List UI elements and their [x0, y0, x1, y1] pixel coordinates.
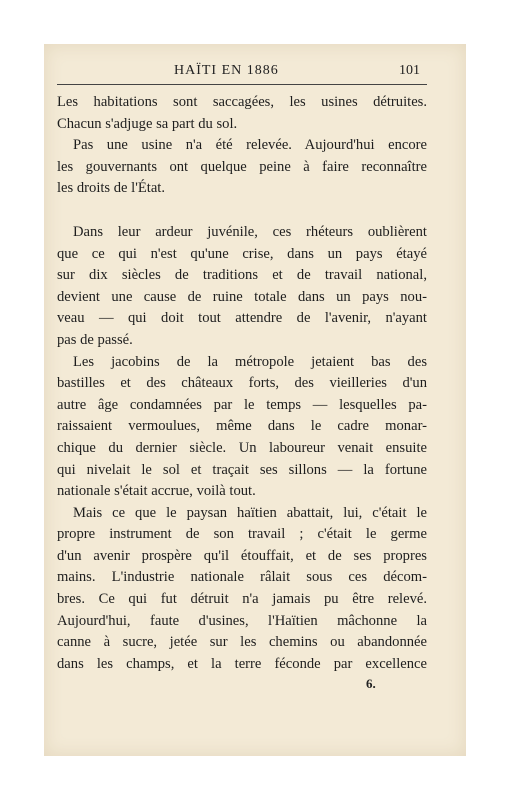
text-line: veau — qui doit tout attendre de l'avenir, n'ayant	[57, 310, 427, 327]
text-line: Aujourd'hui, faute d'usines, l'Haïtien mâchonne la	[57, 612, 427, 629]
body-text	[57, 92, 427, 675]
book-page	[44, 44, 466, 756]
paragraph	[57, 352, 427, 503]
paragraph	[57, 92, 427, 135]
text-line: bastilles et des châteaux forts, des vieilleries d'un	[57, 375, 427, 392]
text-line: les droits de l'État.	[57, 180, 166, 197]
text-line: Dans leur ardeur juvénile, ces rhéteurs oublièrent	[73, 223, 427, 240]
text-line: nationale s'était accrue, voilà tout.	[57, 483, 256, 500]
text-line: sur dix siècles de traditions et de travail national,	[57, 267, 427, 284]
text-line: Chacun s'adjuge sa part du sol.	[57, 115, 238, 132]
text-line: pas de passé.	[57, 331, 133, 348]
page-number: 101	[399, 63, 420, 78]
text-line: Les jacobins de la métropole jetaient bas des	[73, 353, 427, 370]
text-line: dans les champs, et la terre féconde par excellence	[57, 655, 427, 672]
running-head	[44, 63, 466, 83]
text-line: raissaient vermoulues, même dans le cadre monar-	[57, 418, 427, 435]
text-line: d'un avenir prospère qu'il étouffait, et de ses propres	[57, 547, 427, 564]
text-line: les gouvernants ont quelque peine à faire reconnaître	[57, 158, 427, 175]
text-line: bres. Ce qui fut détruit n'a jamais pu être relevé.	[57, 591, 427, 608]
signature-mark: 6.	[366, 676, 376, 691]
text-line: que ce qui n'est qu'une crise, dans un pays étayé	[57, 245, 427, 262]
text-line: Pas une usine n'a été relevée. Aujourd'hui encore	[73, 137, 427, 154]
text-line: devient une cause de ruine totale dans un pays nou-	[57, 288, 427, 305]
header-rule	[57, 84, 427, 85]
text-line: Mais ce que le paysan haïtien abattait, lui, c'était le	[73, 504, 427, 521]
text-line: chique du dernier siècle. Un laboureur venait ensuite	[57, 439, 427, 456]
paragraph	[57, 222, 427, 352]
text-line: canne à sucre, jetée sur les chemins ou abandonnée	[57, 634, 427, 651]
text-line: autre âge condamnées par le temps — lesquelles pa-	[57, 396, 427, 413]
text-line: propre instrument de son travail ; c'était le germe	[57, 526, 427, 543]
paragraph	[57, 135, 427, 200]
text-line: qui nivelait le sol et traçait ses sillons — la fortune	[57, 461, 427, 478]
text-line: Les habitations sont saccagées, les usines détruites.	[57, 94, 427, 110]
paragraph	[57, 503, 427, 676]
running-title: HAÏTI EN 1886	[174, 63, 279, 78]
section-gap	[57, 200, 427, 222]
text-line: mains. L'industrie nationale râlait sous ces décom-	[57, 569, 427, 586]
